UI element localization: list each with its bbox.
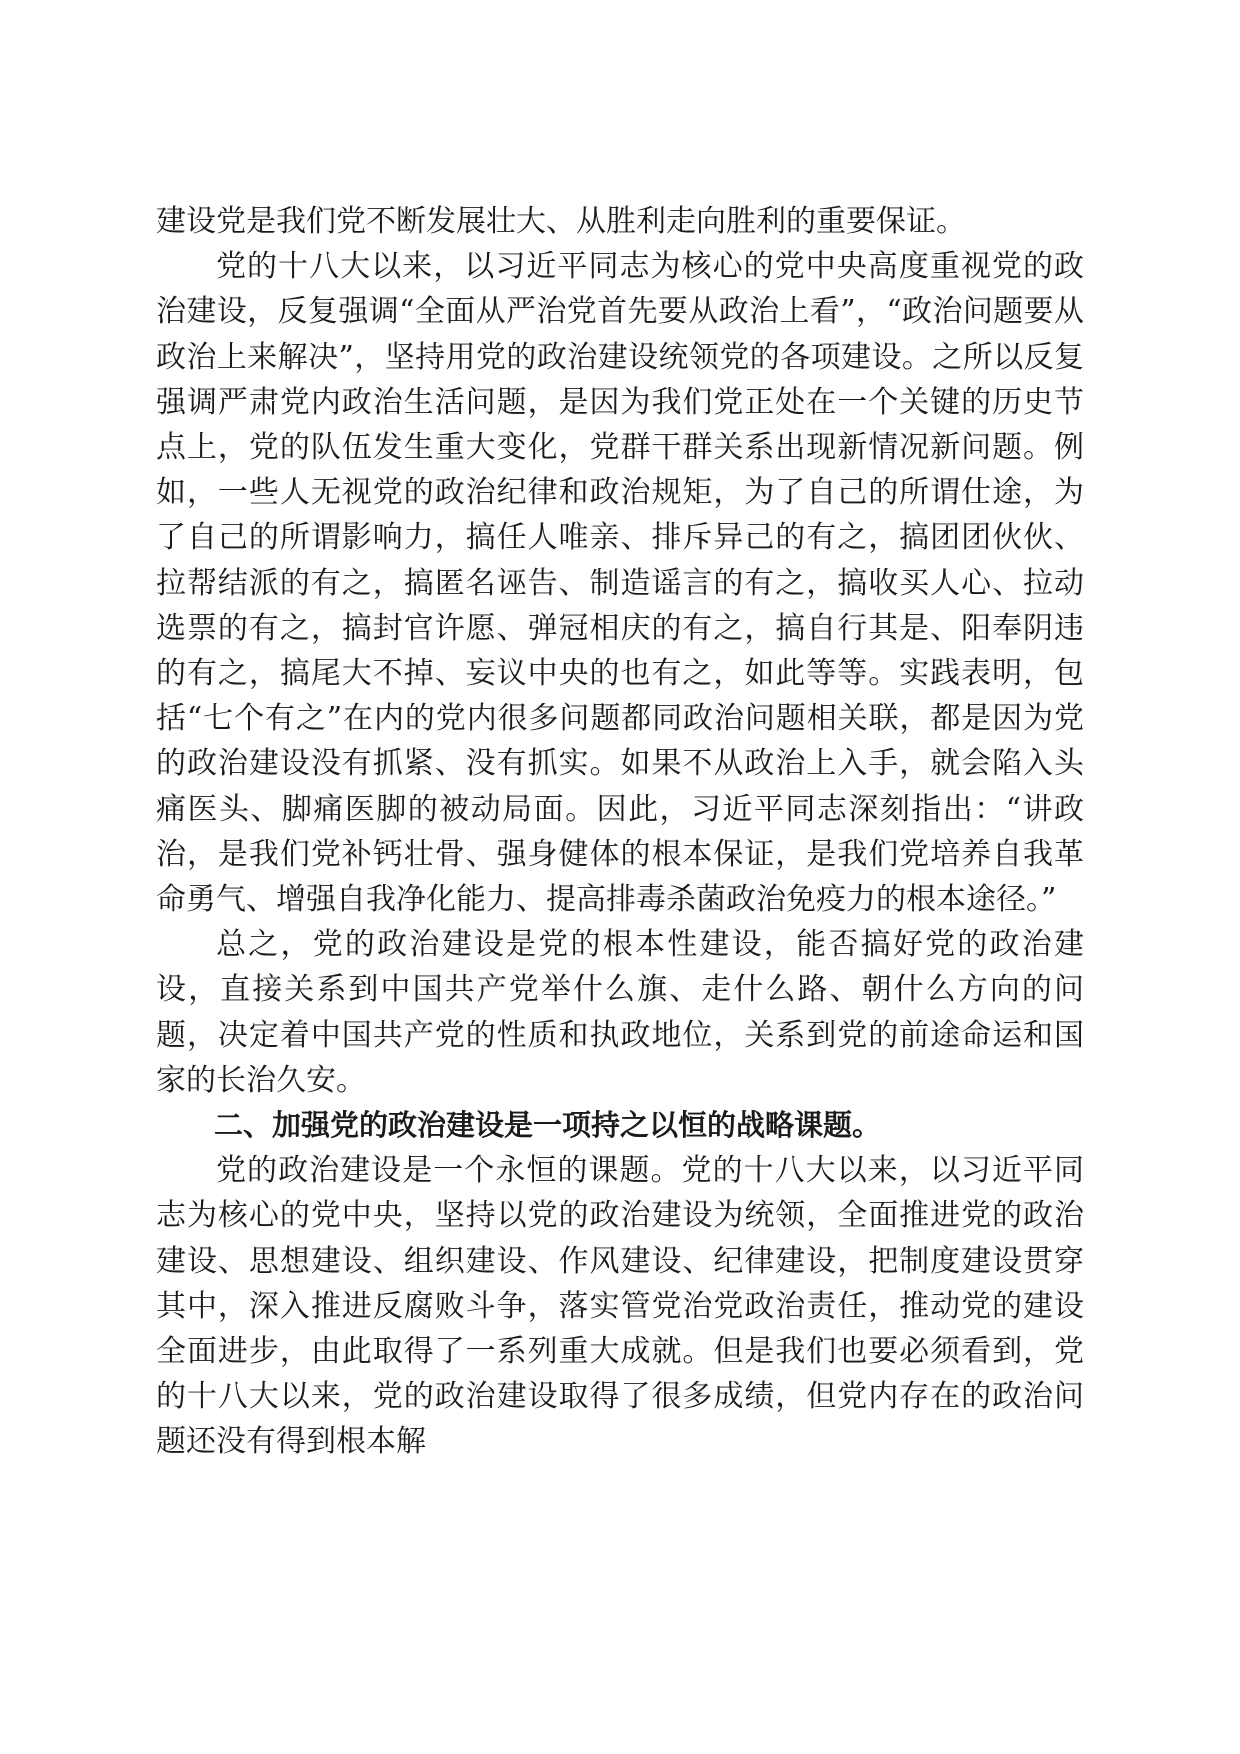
document-body: [156, 199, 1084, 1465]
paragraph-eternal-topic: 党的政治建设是一个永恒的课题。党的十八大以来，以习近平同志为核心的党中央，坚持以党的政治建设为统领，全面推进党的政治建设、思想建设、组织建设、作风建设、纪律建设，把制度建设贯穿其中，深入推进反腐败斗争，落实管党治党政治责任，推动党的建设全面进步，由此取得了一系列重大成就。但是我们也要必须看到，党的十八大以来，党的政治建设取得了很多成绩，但党内存在的政治问题还没有得到根本解: [156, 1153, 1084, 1460]
paragraph-continuation: 建设党是我们党不断发展壮大、从胜利走向胜利的重要保证。: [156, 204, 966, 239]
paragraph-political-construction: 党的十八大以来，以习近平同志为核心的党中央高度重视党的政治建设，反复强调“全面从严治党首先要从政治上看”，“政治问题要从政治上来解决”，坚持用党的政治建设统领党的各项建设。之所以反复强调严肃党内政治生活问题，是因为我们党正处在一个关键的历史节点上，党的队伍发生重大变化，党群干群关系出现新情况新问题。例如，一些人无视党的政治纪律和政治规矩，为了自己的所谓仕途，为了自己的所谓影响力，搞任人唯亲、排斥异己的有之，搞团团伙伙、拉帮结派的有之，搞匿名诬告、制造谣言的有之，搞收买人心、拉动选票的有之，搞封官许愿、弹冠相庆的有之，搞自行其是、阳奉阴违的有之，搞尾大不掉、妄议中央的也有之，如此等等。实践表明，包括“七个有之”在内的党内很多问题都同政治问题相关联，都是因为党的政治建设没有抓紧、没有抓实。如果不从政治上入手，就会陷入头痛医头、脚痛医脚的被动局面。因此，习近平同志深刻指出：“讲政治，是我们党补钙壮骨、强身健体的根本保证，是我们党培养自我革命勇气、增强自我净化能力、提高排毒杀菌政治免疫力的根本途径。”: [156, 249, 1084, 918]
paragraph-summary: 总之，党的政治建设是党的根本性建设，能否搞好党的政治建设，直接关系到中国共产党举什么旗、走什么路、朝什么方向的问题，决定着中国共产党的性质和执政地位，关系到党的前途命运和国家的长治久安。: [156, 927, 1084, 1098]
section-heading-two: 二、加强党的政治建设是一项持之以恒的战略课题。: [214, 1108, 882, 1143]
